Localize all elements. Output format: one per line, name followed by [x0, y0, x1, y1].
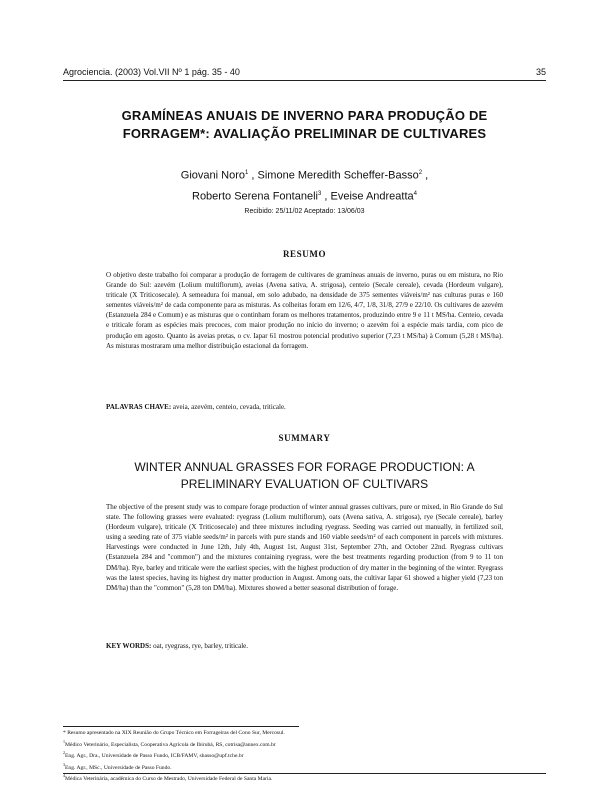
footnote-1-text: Médico Veterinário, Especialista, Cooperativa Agrícola de Ibirubá, RS, cotrisa@annex.com.br — [65, 741, 276, 748]
resumo-keywords-label: PALAVRAS CHAVE: — [106, 403, 172, 411]
resumo-heading: RESUMO — [282, 249, 327, 259]
received-accepted-dates: Recibido: 25/11/02 Aceptado: 13/06/03 — [244, 208, 365, 215]
summary-heading: SUMMARY — [278, 433, 331, 443]
footer-rule — [63, 773, 546, 774]
author-1: Giovani Noro — [180, 169, 245, 182]
author-3: Roberto Serena Fontaneli — [192, 190, 318, 203]
author-2-affiliation: 2 — [418, 170, 423, 176]
english-title-line-2: PRELIMINARY EVALUATION OF CULTIVARS — [180, 477, 429, 491]
running-head — [63, 67, 546, 77]
author-separator: , — [248, 169, 258, 182]
journal-citation: Agrociencia. (2003) Vol.VII Nº 1 pág. 35 - 40 — [63, 67, 240, 77]
english-title-line-1: WINTER ANNUAL GRASSES FOR FORAGE PRODUCTION: A — [134, 460, 475, 474]
footnote-1: $^1$Médico Veterinário, Especialista, Cooperativa Agrícola de Ibirubá, RS, cotrisa@annex.com.br — [63, 738, 276, 748]
author-separator: , — [321, 190, 331, 203]
author-1-affiliation: 1 — [245, 170, 249, 176]
footnote-rule — [63, 726, 299, 727]
summary-keywords-text: oat, ryegrass, rye, barley, triticale. — [153, 642, 249, 650]
footnote-presented: * Resumo apresentado na XIX Reunião do Grupo Técnico em Forrageiras del Cono Sur, Mercosul. — [63, 730, 285, 736]
resumo-keywords — [106, 403, 503, 411]
footnote-4: $^4$Médica Veterinária, acadêmica do Curso de Mestrado, Universidade Federal de Santa Maria. — [63, 772, 273, 782]
english-title — [63, 459, 546, 493]
summary-keywords-label: KEY WORDS: — [106, 642, 152, 650]
author-4-affiliation: 4 — [413, 190, 417, 197]
footnote-2-text: Eng. Agr., Dra., Universidade de Passo Fundo, ICB/FAMV, sbasso@upf.tche.br — [65, 752, 244, 759]
paper-title-line-2: FORRAGEM*: AVALIAÇÃO PRELIMINAR DE CULTIVARES — [122, 126, 487, 141]
author-4: Eveise Andreatta — [330, 190, 414, 203]
paper-title — [63, 107, 546, 143]
footnote-4-text: Médica Veterinária, acadêmica do Curso de Mestrado, Universidade Federal de Santa Maria. — [65, 775, 273, 782]
author-2: Simone Meredith Scheffer-Basso — [257, 169, 419, 182]
resumo-keywords-text: aveia, azevém, centeio, cevada, triticale. — [172, 403, 286, 411]
author-3-affiliation: 3 — [317, 190, 322, 197]
summary-text: The objective of the present study was to compare forage production of winter annual grasses cultivars, pure or mixed, in Rio Grande do Sul state. The following grasses were evaluated: ryegrass (Lolium multiflorum), oats (Avena sativa, A. strigosa), rye (Secale cereale), barley (Hordeum vulgare), triticale (X Triticosecale) and three mixtures including ryegrass. Seeding was carried out manually, in fertilized soil, using a seeding rate of 375 viable seeds/m² in parcels with pure stands and 160 viable seeds/m² of each component in parcels with mixtures. Harvestings were conducted in June 12th, July 4th, August 1st, August 31st, September 27th, and October 22nd. Ryegrass cultivars (Estanzuela 284 and "common") and the mixtures containing ryegrass, were the best treatments regarding production (from 9 to 11 ton DM/ha). Rye, barley and triticale were the earliest species, with the highest production of dry matter in the beginning of the winter. Ryegrass was the latest species, having its highest dry matter production in August. Among oats, the cultivar Iapar 61 showed a higher yield (7,23 ton DM/ha) than the "common" (5,28 ton DM/ha). Mixtures showed a better seasonal distribution of forage. — [106, 503, 503, 592]
footnotes — [63, 729, 546, 783]
author-list: Giovani Noro$^1$ , Simone Meredith Scheffer-Basso$^2$ , Roberto Serena Fontaneli$^3$ , Eveise Andreatta$^4$ — [180, 169, 429, 203]
summary-keywords — [106, 642, 503, 650]
paper-title-line-1: GRAMÍNEAS ANUAIS DE INVERNO PARA PRODUÇÃO DE — [121, 108, 488, 123]
footnote-2: $^2$Eng. Agr., Dra., Universidade de Passo Fundo, ICB/FAMV, sbasso@upf.tche.br — [63, 750, 244, 759]
footnote-3-text: Eng. Agr., MSc., Universidade de Passo Fundo. — [65, 764, 172, 771]
footnote-3: $^3$Eng. Agr., MSc., Universidade de Passo Fundo. — [63, 761, 172, 771]
page-number: 35 — [535, 67, 546, 77]
resumo-text: O objetivo deste trabalho foi comparar a produção de forragem de cultivares de gramíneas anuais de inverno, puras ou em mistura, no Rio Grande do Sul: azevém (Lolium multiflorum), aveias (Avena sativa, A. strigosa), centeio (Secale cereale), cevada (Hordeum vulgare), triticale (X Triticosecale). A semeadura foi manual, em solo adubado, na densidade de 375 sementes viáveis/m² nas culturas puras e 160 sementes viáveis/m² de cada componente para as misturas. As colheitas foram em 12/6, 4/7, 1/8, 31/8, 27/9 e 22/10. Os cultivares de azevém (Estanzuela 284 e Comum) e as misturas que o continham foram os melhores tratamentos, produzindo entre 9 e 11 t MS/ha. Centeio, cevada e triticale foram as espécies mais precoces, com maior produção no início do inverno; o azevém foi a espécie mais tardia, com pico de produção em agosto. Quanto às aveias pretas, o cv. Iapar 61 mostrou potencial produtivo superior (7,23 t MS/ha) à Comum (5,28 t MS/ha). As misturas mostraram uma melhor distribuição estacional da forragem. — [106, 271, 503, 350]
header-rule — [63, 80, 546, 81]
